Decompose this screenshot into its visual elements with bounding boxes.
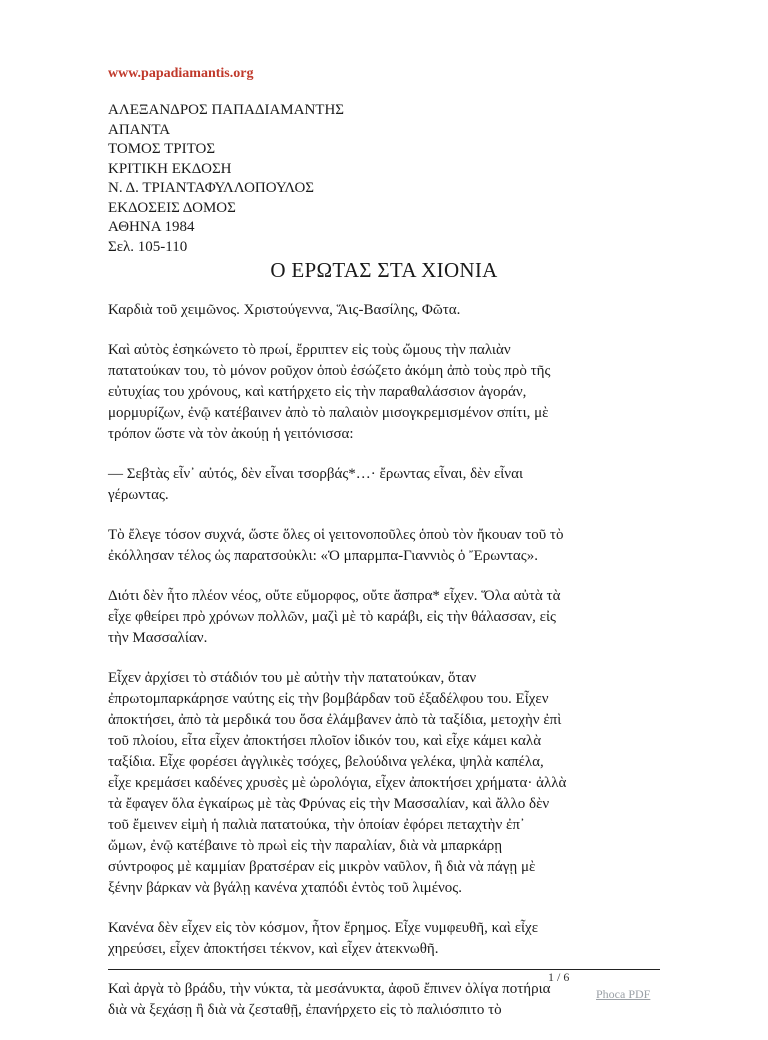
text-line: σύντροφος μὲ καμμίαν βρατσέραν εἰς μικρὸν ναῦλον, ἢ διὰ νὰ πάγῃ μὲ (108, 859, 536, 875)
meta-line: ΤΟΜΟΣ ΤΡΙΤΟΣ (108, 141, 216, 157)
text-line: ἐκόλλησαν τέλος ὡς παρατσοὐκλι: «Ὁ μπαρμπα-Γιαννιὸς ὁ Ἔρωντας». (108, 548, 538, 564)
meta-line: Σελ. 105-110 (108, 238, 188, 255)
text-line: εἶχε φθείρει πρὸ χρόνων πολλῶν, μαζὶ μὲ τὸ καράβι, εἰς τὴν θάλασσαν, εἰς (108, 609, 556, 625)
text-line: Τὸ ἔλεγε τόσον συχνά, ὥστε ὅλες οἱ γειτονοποῦλες ὁποὺ τὸν ἤκουαν τοῦ τὸ (108, 527, 564, 543)
text-line: τοῦ πλοίου, εἶτα εἶχεν ἀποκτήσει πλοῖον ἰδικόν του, καὶ εἶχε κάμει καλὰ (108, 733, 542, 749)
text-line: πατατούκαν του, τὸ μόνον ροῦχον ὁποὺ ἐσώζετο ἀκόμη ἀπὸ τοὺς πρὸ τῆς (108, 363, 551, 379)
meta-line: ΚΡΙΤΙΚΗ ΕΚΔΟΣΗ (108, 160, 232, 177)
text-line: Καρδιὰ τοῦ χειμῶνος. Χριστούγεννα, Ἅις-Βασίλης, Φῶτα. (108, 302, 461, 318)
paragraph (108, 300, 668, 321)
text-line: τὴν Μασσαλίαν. (108, 630, 208, 646)
meta-line: Ν. Δ. ΤΡΙΑΝΤΑΦΥΛΛΟΠΟΥΛΟΣ (108, 180, 315, 196)
paragraph (108, 918, 668, 960)
paragraph (108, 668, 668, 899)
meta-line: ΑΠΑΝΤΑ (108, 121, 171, 138)
footer-divider (108, 969, 660, 970)
paragraph (108, 525, 668, 567)
text-line: εἶχε κρεμάσει καδένες χρυσὲς μὲ ὡρολόγια, εἶχεν ἀποκτήσει χρήματα· ἀλλὰ (108, 775, 567, 791)
text-line: τρόπον ὥστε νὰ τὸν ἀκούῃ ἡ γειτόνισσα: (108, 426, 354, 442)
text-line: διὰ νὰ ξεχάσῃ ἢ διὰ νὰ ζεσταθῇ, ἐπανήρχετο εἰς τὸ παλιόσπιτο τὸ (108, 1002, 502, 1018)
text-line: Εἶχεν ἀρχίσει τὸ στάδιόν του μὲ αὐτὴν τὴν πατατούκαν, ὅταν (108, 670, 477, 686)
text-line: — Σεβτὰς εἶν᾽ αὐτός, δὲν εἶναι τσορβάς*…· ἔρωντας εἶναι, δὲν εἶναι (108, 466, 523, 482)
site-link[interactable]: www.papadiamantis.org (108, 66, 254, 81)
paragraph (108, 340, 668, 445)
text-line: ξένην βάρκαν νὰ βγάλῃ κανένα χταπόδι ἐντὸς τοῦ λιμένος. (108, 880, 462, 896)
paragraph (108, 464, 668, 506)
text-line: ἀποκτήσει, ἀπὸ τὰ μερδικά του ὅσα ἐλάμβανεν ἀπὸ τὰ ταξίδια, μετοχὴν ἐπὶ (108, 712, 562, 728)
paragraph (108, 979, 668, 1021)
meta-line: ΕΚΔΟΣΕΙΣ ΔΟΜΟΣ (108, 199, 236, 216)
text-line: ὤμων, ἐνῷ κατέβαινε τὸ πρωὶ εἰς τὴν παραλίαν, διὰ νὰ μπαρκάρῃ (108, 838, 503, 854)
paragraph (108, 586, 668, 649)
text-line: εὐτυχίας του χρόνους, καὶ κατήρχετο εἰς τὴν παραθαλάσσιον ἀγοράν, (108, 384, 527, 400)
body-text (108, 300, 668, 1040)
text-line: μορμυρίζων, ἐνῷ κατέβαινεν ἀπὸ τὸ παλαιὸν μισογκρεμισμένον σπίτι, μὲ (108, 405, 549, 421)
text-line: Καὶ αὐτὸς ἐσηκώνετο τὸ πρωί, ἔρριπτεν εἰς τοὺς ὤμους τὴν παλιὰν (108, 342, 511, 358)
text-line: γέρωντας. (108, 487, 169, 503)
text-line: Καὶ ἀργὰ τὸ βράδυ, τὴν νύκτα, τὰ μεσάνυκτα, ἀφοῦ ἔπινεν ὀλίγα ποτήρια (108, 981, 551, 997)
page-number: 1 / 6 (548, 970, 570, 984)
text-line: Διότι δὲν ἦτο πλέον νέος, οὔτε εὔμορφος, οὔτε ἄσπρα* εἶχεν. Ὅλα αὐτὰ τὰ (108, 588, 561, 604)
meta-line: ΑΛΕΞΑΝΔΡΟΣ ΠΑΠΑΔΙΑΜΑΝΤΗΣ (108, 102, 345, 118)
text-line: τὰ ἔφαγεν ὅλα ἐγκαίρως μὲ τὰς Φρύνας εἰς τὴν Μασσαλίαν, καὶ ἄλλο δὲν (108, 796, 550, 812)
text-line: ἐπρωτομπαρκάρησε ναύτης εἰς τὴν βομβάρδαν τοῦ ἐξαδέλφου του. Εἶχεν (108, 691, 549, 707)
publication-info (108, 101, 344, 257)
text-line: τοῦ ἔμεινεν εἰμὴ ἡ παλιὰ πατατούκα, τὴν ὁποίαν ἐφόρει πεταχτὴν ἐπ᾽ (108, 817, 525, 833)
text-line: ταξίδια. Εἶχε φορέσει ἀγγλικὲς τσόχες, βελούδινα γελέκα, ψηλὰ καπέλα, (108, 754, 544, 770)
phoca-pdf-link[interactable]: Phoca PDF (596, 987, 651, 1001)
document-title: Ο ΕΡΩΤΑΣ ΣΤΑ ΧΙΟΝΙΑ (270, 258, 498, 282)
text-line: χηρεύσει, εἶχεν ἀποκτήσει τέκνον, καὶ εἶχεν ἀτεκνωθῆ. (108, 941, 439, 957)
text-line: Κανένα δὲν εἶχεν εἰς τὸν κόσμον, ἦτον ἔρημος. Εἶχε νυμφευθῆ, καὶ εἶχε (108, 920, 538, 936)
meta-line: ΑΘΗΝΑ 1984 (108, 219, 195, 235)
